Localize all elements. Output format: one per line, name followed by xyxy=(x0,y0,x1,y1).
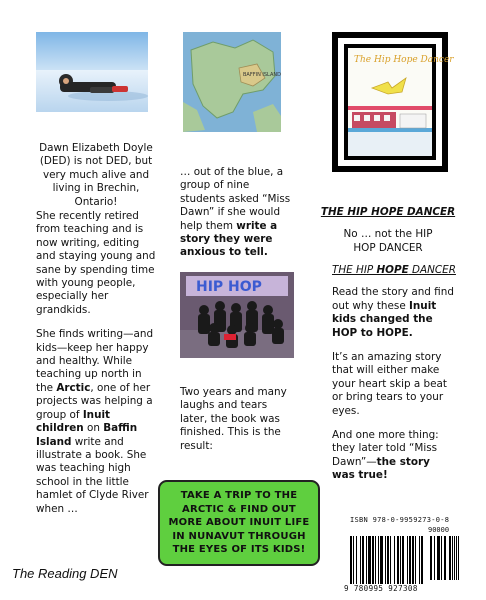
barcode-bar xyxy=(378,536,379,584)
barcode-bar xyxy=(407,536,408,584)
barcode-bar xyxy=(412,536,414,584)
right-paragraph-2: It’s an amazing story that will either make your heart skip a beat or bring tears to your eyes. xyxy=(332,351,447,417)
barcode-bar xyxy=(372,536,374,584)
barcode-bars xyxy=(350,526,462,584)
photo-banner: HIP HOP xyxy=(196,279,262,295)
middle-paragraph-1: … out of the blue, a group of nine students asked “Miss Dawn” if she would help them write a story they were anxious to tell. xyxy=(180,166,291,259)
middle-paragraph-2: Two years and many laughs and tears later, the book was finished. This is the result: xyxy=(180,386,287,452)
baffin-map xyxy=(183,32,281,132)
isbn-label: ISBN 978-0-9959273-0-8 xyxy=(350,516,450,524)
barcode-bar xyxy=(444,536,446,580)
barcode-bar xyxy=(385,536,386,584)
barcode-bar xyxy=(350,536,352,584)
barcode-bar xyxy=(437,536,440,580)
barcode-bar xyxy=(353,536,354,584)
barcode-bar xyxy=(419,536,420,584)
barcode-bar xyxy=(449,536,451,580)
barcode-bar xyxy=(415,536,416,584)
students-photo xyxy=(180,272,294,358)
barcode-bar xyxy=(380,536,383,584)
not-hip-hop-note: No … not the HIP HOP DANCER xyxy=(343,228,433,254)
barcode-bar xyxy=(400,536,401,584)
barcode-bar xyxy=(387,536,389,584)
barcode xyxy=(340,516,470,596)
barcode-bar xyxy=(375,536,376,584)
book-title-hope: THE HIP HOPE DANCER xyxy=(332,264,456,276)
book-cover-frame xyxy=(332,32,454,172)
right-paragraph-3: And one more thing: they later told “Miss Dawn”—the story was true! xyxy=(332,429,439,482)
barcode-bar xyxy=(394,536,395,584)
barcode-bar xyxy=(430,536,432,580)
barcode-bar xyxy=(454,536,455,580)
map-label: BAFFIN ISLAND xyxy=(243,72,281,78)
barcode-bar xyxy=(458,536,459,580)
barcode-bar xyxy=(356,536,357,584)
cover-title: The Hip Hope Dancer xyxy=(354,55,454,65)
barcode-bar xyxy=(402,536,404,584)
barcode-bar xyxy=(452,536,453,580)
barcode-bar xyxy=(409,536,411,584)
author-intro: Dawn Elizabeth Doyle (DED) is not DED, but very much alive and living in Brechin, Ontario! xyxy=(39,142,153,208)
barcode-bar xyxy=(456,536,457,580)
left-paragraph-1: She recently retired from teaching and is now writing, editing and staying young and sane by spending time with young people, especially her grandkids. xyxy=(36,210,156,316)
barcode-bar xyxy=(421,536,423,584)
promo-banner-text: TAKE A TRIP TO THE ARCTIC & FIND OUT MORE ABOUT INUIT LIFE IN NUNAVUT THROUGH THE EYES OF ITS KIDS! xyxy=(168,490,310,556)
barcode-bar xyxy=(360,536,361,584)
author-photo xyxy=(36,32,148,112)
publisher-name: The Reading DEN xyxy=(12,566,118,581)
barcode-bar xyxy=(390,536,391,584)
promo-banner xyxy=(158,480,320,566)
barcode-bar xyxy=(397,536,399,584)
right-paragraph-1: Read the story and find out why these Inuit kids changed the HOP to HOPE. xyxy=(332,286,454,339)
barcode-bar xyxy=(441,536,442,580)
barcode-number: 9 780995 927308 xyxy=(344,584,418,593)
barcode-bar xyxy=(362,536,364,584)
barcode-bar xyxy=(434,536,435,580)
left-paragraph-2: She finds writing—and kids—keep her happy and healthy. While teaching up north in the Arctic, one of her projects was helping a group of Inuit children on Baffin Island write and illustrate a book. She was teaching high school in the little hamlet of Clyde River when … xyxy=(36,328,154,515)
barcode-bar xyxy=(366,536,367,584)
price-code: 90000 xyxy=(428,526,450,534)
book-title: THE HIP HOPE DANCER xyxy=(320,206,456,218)
barcode-bar xyxy=(368,536,371,584)
